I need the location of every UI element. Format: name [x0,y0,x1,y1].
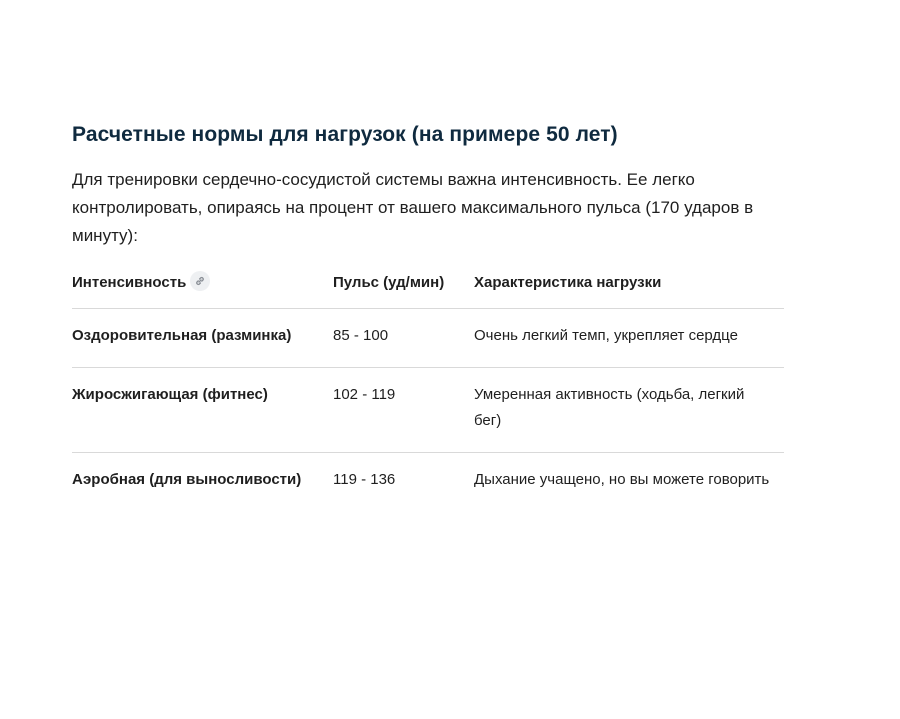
description-cell: Очень легкий темп, укрепляет сердце [474,309,784,368]
column-header-intensity [72,270,333,309]
section-heading: Расчетные нормы для нагрузок (на примере 50 лет) [72,123,618,146]
intro-paragraph: Для тренировки сердечно-сосудистой системы важна интенсивность. Ее легко контролировать, опираясь на процент от вашего максимального пульса (170 ударов в минуту): [72,170,754,245]
intensity-cell: Оздоровительная (разминка) [72,309,333,368]
table-row [72,453,784,512]
column-header-description: Характеристика нагрузки [474,270,784,309]
article-section [72,118,784,511]
column-header-pulse: Пульс (уд/мин) [333,270,474,309]
heart-rate-table [72,270,784,511]
intensity-cell: Жиросжигающая (фитнес) [72,368,333,453]
column-header-intensity-label: Интенсивность [72,274,187,291]
pulse-cell: 119 - 136 [333,471,396,488]
link-icon[interactable] [190,271,210,291]
table-row [72,309,784,368]
description-cell: Умеренная активность (ходьба, легкий бег) [474,368,784,453]
table-header-row [72,270,784,309]
description-cell: Дыхание учащено, но вы можете говорить [474,471,770,488]
pulse-cell: 102 - 119 [333,368,474,453]
pulse-cell: 85 - 100 [333,309,474,368]
intensity-cell: Аэробная (для выносливости) [72,471,302,488]
table-row [72,368,784,453]
